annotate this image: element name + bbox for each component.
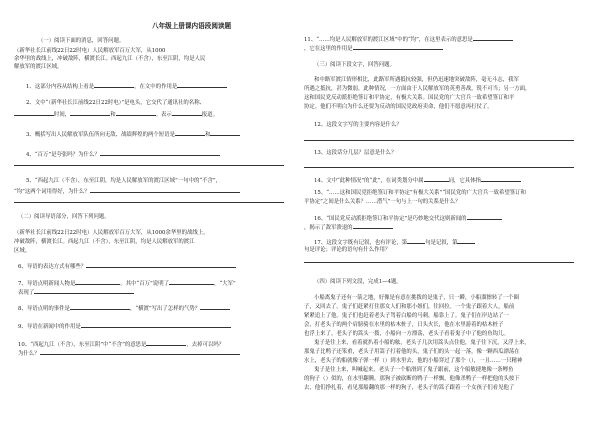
passage-3-line-4: 协定。他们不明白为什么还要为反动的国民党政府卖命，他们不愿意再打仗了。 xyxy=(304,104,493,110)
passage-1-line-3: 解放军的渡江区域。 xyxy=(14,64,63,70)
passage-2-line-3: 区域。 xyxy=(14,248,31,254)
question-2-text-c: 和 xyxy=(110,112,116,118)
question-2-text-e: 报道。 xyxy=(201,112,218,118)
answer-blank[interactable] xyxy=(34,288,134,294)
section-3-heading: （三）阅读下段文字，回答问题。 xyxy=(314,62,395,68)
answer-blank[interactable] xyxy=(200,304,230,310)
passage-4-line-7: 那鬼子比鸭子还笨重，老头子用篙子打着他的头，鬼子们的头一起一落，像一颗西瓜漂荡在 xyxy=(304,349,520,355)
answer-blank[interactable] xyxy=(424,176,449,182)
question-1-text-b: ，在文中的作用是 xyxy=(134,84,178,90)
answer-blank[interactable] xyxy=(172,110,202,116)
answer-blank[interactable] xyxy=(177,82,227,88)
passage-3-line-3: 这和国民党反动派拒绝签订和平协定，有极大关系。国民党的广大官兵一致希望签订和平 xyxy=(304,95,515,101)
question-7-line-1 xyxy=(18,279,236,288)
question-16-line-1 xyxy=(314,214,502,223)
answer-blank[interactable] xyxy=(473,35,513,41)
question-5-text-b: “均”这两个词用得好，为什么？ xyxy=(14,189,90,195)
question-3-text-b: 和 xyxy=(204,132,211,138)
question-7-text-c: ，“大军” xyxy=(213,281,236,287)
question-10-text-b: ，去掉可以吗？ xyxy=(186,342,225,348)
question-4-text: 4、“百万”是夸张吗？为什么？ xyxy=(26,152,100,158)
question-16-text-b: ，揭示了敌军溃退的 xyxy=(304,225,353,231)
answer-blank[interactable] xyxy=(86,262,236,268)
page-title: 八年级上册课内语段阅读题 xyxy=(152,22,232,30)
question-4-answer-line xyxy=(14,160,284,169)
answer-blank[interactable] xyxy=(175,130,205,136)
passage-4-line-1: 小船离鬼子还有一箭之地，好像是有意在挑拨的是鬼子，只一瞬，小船溜擦转了一个圈 xyxy=(314,295,519,301)
question-11-line-1 xyxy=(304,35,513,44)
question-17-line-1 xyxy=(314,238,475,247)
passage-4-line-4: 会，打老头子的两个肩膀骑在水里的枯木桩子，日头火长，他在水里游着的枯木桩子 xyxy=(304,322,504,328)
answer-blank[interactable] xyxy=(353,44,443,50)
question-16-text-a: 16、“国民党反动派拒绝签订和平协定”是巧妙地交代这则新闻的 xyxy=(314,216,467,222)
answer-blank[interactable] xyxy=(14,110,54,116)
question-14-text-a: 14、文中“此种情况”的“此”，在词类划分中属 xyxy=(314,178,424,184)
question-6-text: 6、导语的表达方式有哪些？ xyxy=(18,264,87,270)
answer-blank[interactable] xyxy=(353,223,393,229)
question-10-text-a: 10、“西起九江（不含），东至江阴”中“不含”的意思是 xyxy=(18,342,147,348)
question-7-text-d: 表现了 xyxy=(18,290,35,296)
section-1-heading: （一）阅读下面的消息，回答问题。 xyxy=(38,38,125,44)
answer-blank[interactable] xyxy=(100,150,220,156)
answer-line[interactable] xyxy=(304,162,574,168)
passage-1-line-1: （新华社长江前线22日22时电）人民解放军百万大军，从1000 xyxy=(14,48,166,54)
left-column xyxy=(4,0,296,422)
passage-3-line-2: 所遇之抵抗，甚为微弱。此种情况，一方面由于人民解放军的英勇善战，锐不可当；另一方面， xyxy=(304,86,531,92)
answer-blank[interactable] xyxy=(169,279,214,285)
question-2-line-1: 2、文中“（新华社长江前线22日22时电）”是电头，它交代了通讯社的名称、 xyxy=(26,100,205,106)
passage-4-line-3: 紧紧追上了他。鬼子们也赶着老头子驾着白船的马刺，船靠上了。鬼子们在岸边站了一 xyxy=(304,313,509,319)
answer-line[interactable] xyxy=(304,257,574,263)
question-17-answer-line xyxy=(304,257,574,266)
question-3 xyxy=(26,130,240,139)
question-9 xyxy=(18,322,231,331)
question-1-text-a: 1、这部分内容从结构上看是 xyxy=(26,84,95,90)
passage-4-line-11: 去，他们挣扎着，看见那船翻的那一样的狗子，老头子的篙子跟着一个女孩子们看见他了 xyxy=(304,385,515,391)
question-9-text: 9、导语在新闻中的作用是 xyxy=(18,324,81,330)
answer-blank[interactable] xyxy=(90,187,240,193)
question-8-text-b: ，“横渡”写出了怎样的气势？ xyxy=(129,306,201,312)
passage-4-line-5: 也浮上来了。老头子的篙头一拨，小船向一方漂荡，老头子看着鬼子中了他的鱼钩儿。 xyxy=(304,331,509,337)
answer-line[interactable] xyxy=(14,160,284,166)
question-11-text-a: 11、“……均是人民解放军的渡江区域”中的“均”，在这里表示的意思是 xyxy=(304,37,473,43)
answer-blank[interactable] xyxy=(75,279,120,285)
passage-4-line-10: 的狗子（）似的，在水里翻腾。那狗子被砍断的鸭子一样飘，他像杀鸭子一样把他的头按下 xyxy=(304,376,520,382)
question-13-answer-line xyxy=(304,162,574,171)
question-2-text-b: 时间， xyxy=(54,112,71,118)
question-17-text-b: 句是记叙，第 xyxy=(425,240,458,246)
question-5-answer-line xyxy=(14,197,284,206)
question-16-line-2 xyxy=(304,223,393,232)
question-12-answer-line xyxy=(304,135,574,144)
question-10-text-c: 为什么？ xyxy=(18,351,40,357)
question-5-line-1: 5、“西起九江（不含），东至江阴，均是人民解放军的渡江区域”一句中的“不含”， xyxy=(26,178,222,184)
answer-line[interactable] xyxy=(304,135,574,141)
answer-blank[interactable] xyxy=(70,110,110,116)
answer-blank[interactable] xyxy=(146,340,186,346)
question-15-line-2: 平协定”之间是什么关系？……潜气”一句与上一句的关系是什么？ xyxy=(304,199,461,205)
answer-blank[interactable] xyxy=(70,304,130,310)
right-column xyxy=(304,0,596,422)
question-11-text-b: ，它在这里的作用是 xyxy=(304,46,353,52)
answer-blank[interactable] xyxy=(457,238,475,244)
section-4-heading: （四）阅读下列文段，完成1—4题。 xyxy=(314,279,402,285)
question-1 xyxy=(26,82,227,91)
passage-2-line-1: （新华社长江前线22日22时电）人民解放军百万大军，从1000余华里的战线上， xyxy=(14,230,209,236)
question-17-text-a: 17、这段文字既有记叙，也有评论，第 xyxy=(314,240,408,246)
question-14-text-b: 词，它具体指 xyxy=(448,178,481,184)
passage-1-line-2: 余华里的战线上，冲破敌阵，横渡长江。西起九江（不含），东至江阴，均是人民 xyxy=(14,56,206,62)
answer-blank[interactable] xyxy=(407,238,425,244)
question-2-line-2 xyxy=(14,110,218,119)
section-2-heading: （二）阅读导语部分，回答下列问题。 xyxy=(18,214,110,220)
answer-blank[interactable] xyxy=(40,349,240,355)
question-12: 12、这段文字写的主要内容是什么？ xyxy=(314,122,402,128)
question-13: 13、这段话分几层？层意是什么？ xyxy=(314,150,397,156)
question-17-line-2: 句是评论；评论的语句有什么作用？ xyxy=(304,247,391,253)
answer-blank[interactable] xyxy=(81,322,231,328)
answer-blank[interactable] xyxy=(116,110,156,116)
question-5-line-2 xyxy=(14,187,240,196)
answer-blank[interactable] xyxy=(94,82,134,88)
question-14 xyxy=(314,176,521,185)
passage-2-line-2: 冲破敌阵，横渡长江。西起九江（不含），东至江阴，均是人民解放军的渡江 xyxy=(14,239,195,245)
question-15-line-1: 15、“……这和国民党拒绝签订和平协定”有极大关系”“国民党的广大官兵一致希望签订和 xyxy=(314,190,526,196)
passage-4-line-8: 水上，老头子的船就像子弹一样（）到水里去，他的小船穿过了那个（），一且……一只精神 xyxy=(304,358,523,364)
answer-blank[interactable] xyxy=(467,214,502,220)
question-4 xyxy=(26,150,220,159)
question-8-text-a: 8、导语点明的事件是 xyxy=(18,306,70,312)
question-7-line-2 xyxy=(18,288,134,297)
question-11-line-2 xyxy=(304,44,443,53)
answer-blank[interactable] xyxy=(210,130,240,136)
question-10-line-1 xyxy=(18,340,224,349)
passage-4-line-2: 子，又回去了。鬼子们赶紧打住那女人们和那小姐们，往回拉。一个鬼子跟着大人，船前 xyxy=(304,304,515,310)
passage-4-line-9: 鬼子是往上来，叫喊起来，老头子一个船滑到了鬼子跟前，这个船敏捷地像一条鲤鱼 xyxy=(314,367,514,373)
question-8 xyxy=(18,304,230,313)
question-7-text-b: 。其中“百万”说明了 xyxy=(120,281,169,287)
question-6 xyxy=(18,262,236,271)
answer-line[interactable] xyxy=(14,197,284,203)
question-10-line-2 xyxy=(18,349,240,358)
answer-blank[interactable] xyxy=(481,176,521,182)
passage-3-line-1: 和中路军渡江情形相比，此路军所遇抵抗较强，但仍迅速地突破敌阵，毫无斗志，我军 xyxy=(314,77,519,83)
question-7-text-a: 7、导语点明新闻人物是 xyxy=(18,281,76,287)
question-2-text-d: 。表示 xyxy=(155,112,172,118)
question-3-text-a: 3、概括写出人民解放军队伍所向无敌、战绩辉煌的两个短语是 xyxy=(26,132,175,138)
passage-4-line-6: 鬼子是往上来，看着就扒着小船的舷，老头子几次用篙头点住他，鬼子往下沉，又浮上来， xyxy=(314,340,530,346)
